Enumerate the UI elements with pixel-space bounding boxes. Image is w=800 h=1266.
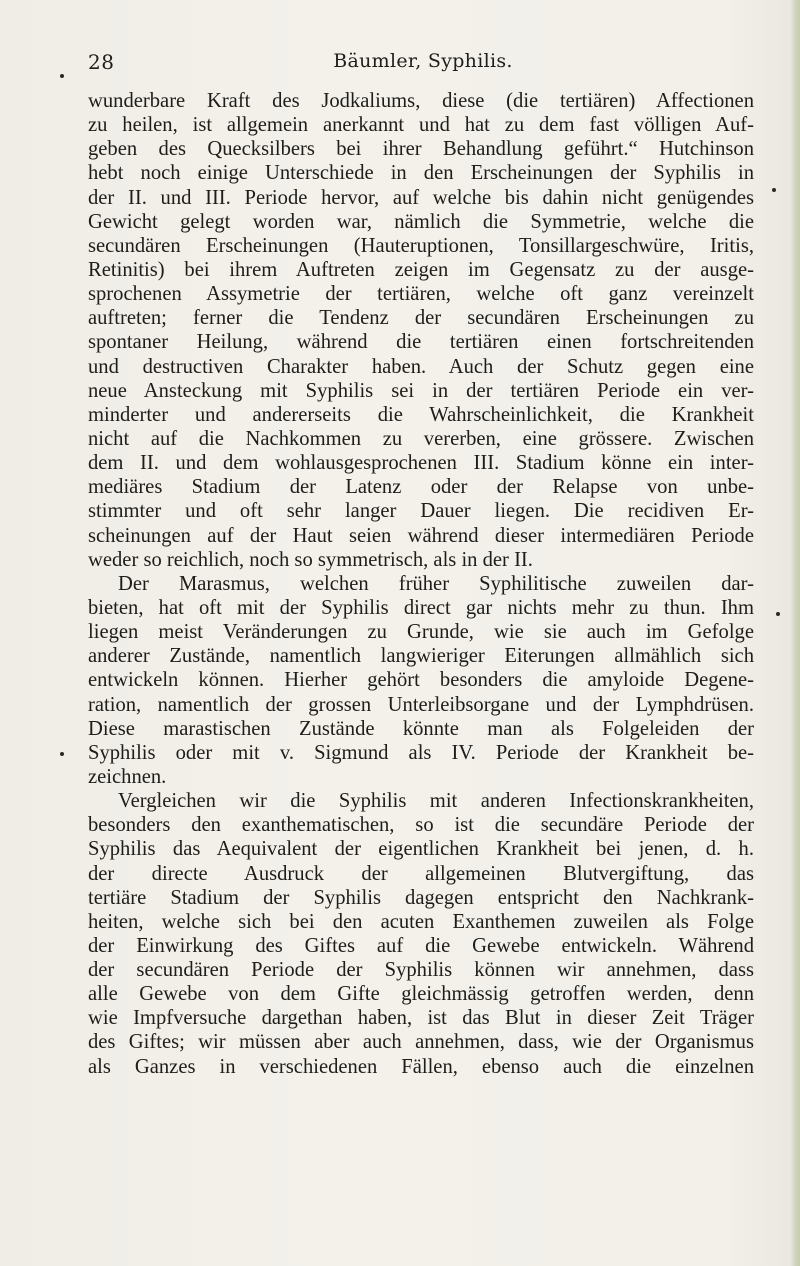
text-line: Gewicht gelegt worden war, nämlich die Symmetrie, welche die xyxy=(88,210,754,233)
text-line: hebt noch einige Unterschiede in den Erscheinungen der Syphilis in xyxy=(88,162,754,185)
text-line: liegen meist Veränderungen zu Grunde, wie sie auch im Gefolge xyxy=(88,621,754,644)
text-line: stimmter und oft sehr langer Dauer liegen. Die recidiven Er- xyxy=(88,500,754,523)
text-line: alle Gewebe von dem Gifte gleichmässig getroffen werden, denn xyxy=(88,983,754,1006)
margin-dot xyxy=(776,612,780,616)
text-line: tertiäre Stadium der Syphilis dagegen entspricht den Nachkrank- xyxy=(88,886,754,909)
text-line: bieten, hat oft mit der Syphilis direct gar nichts mehr zu thun. Ihm xyxy=(88,596,754,619)
margin-dot xyxy=(772,188,776,192)
text-line: sprochenen Assymetrie der tertiären, welche oft ganz vereinzelt xyxy=(88,283,754,306)
text-line: ration, namentlich der grossen Unterleibsorgane und der Lymphdrüsen. xyxy=(88,693,754,716)
text-line: weder so reichlich, noch so symmetrisch, als in der II. xyxy=(88,548,533,571)
text-line: neue Ansteckung mit Syphilis sei in der tertiären Periode ein ver- xyxy=(88,379,754,402)
text-line: scheinungen auf der Haut seien während dieser intermediären Periode xyxy=(88,524,754,547)
text-line: anderer Zustände, namentlich langwieriger Eiterungen allmählich sich xyxy=(88,645,754,668)
text-line: wunderbare Kraft des Jodkaliums, diese (die tertiären) Affectionen xyxy=(88,90,754,112)
body-text xyxy=(88,89,754,1079)
text-line: secundären Erscheinungen (Hauteruptionen, Tonsillargeschwüre, Iritis, xyxy=(88,234,754,257)
text-line: der secundären Periode der Syphilis können wir annehmen, dass xyxy=(88,959,754,982)
text-line: der II. und III. Periode hervor, auf welche bis dahin nicht genügendes xyxy=(88,186,754,209)
text-line: geben des Quecksilbers bei ihrer Behandlung geführt.“ Hutchinson xyxy=(88,138,754,161)
text-line: der Einwirkung des Giftes auf die Gewebe entwickeln. Während xyxy=(88,934,754,957)
text-line: Der Marasmus, welchen früher Syphilitische zuweilen dar- xyxy=(118,572,754,595)
page-number: 28 xyxy=(88,50,115,74)
text-line: zu heilen, ist allgemein anerkannt und hat zu dem fast völligen Auf- xyxy=(88,114,754,137)
text-line: Diese marastischen Zustände könnte man als Folgeleiden der xyxy=(88,717,754,740)
running-head: Bäumler, Syphilis. xyxy=(333,50,513,72)
margin-dot xyxy=(60,74,64,78)
text-line: mediäres Stadium der Latenz oder der Relapse von unbe- xyxy=(88,476,754,499)
text-line: zeichnen. xyxy=(88,765,167,788)
text-line: entwickeln können. Hierher gehört besonders die amyloide Degene- xyxy=(88,669,754,692)
text-line: minderter und andererseits die Wahrscheinlichkeit, die Krankheit xyxy=(88,403,754,426)
text-line: dem II. und dem wohlausgesprochenen III. Stadium könne ein inter- xyxy=(88,452,754,475)
text-line: des Giftes; wir müssen aber auch annehmen, dass, wie der Organismus xyxy=(88,1031,754,1054)
text-line: nicht auf die Nachkommen zu vererben, eine grössere. Zwischen xyxy=(88,427,754,450)
text-line: auftreten; ferner die Tendenz der secundären Erscheinungen zu xyxy=(88,307,754,330)
page-edge xyxy=(790,0,800,1266)
text-line: Syphilis oder mit v. Sigmund als IV. Periode der Krankheit be- xyxy=(88,741,754,764)
margin-dot xyxy=(60,752,64,756)
text-line: und destructiven Charakter haben. Auch der Schutz gegen eine xyxy=(88,355,754,378)
text-line: Retinitis) bei ihrem Auftreten zeigen im Gegensatz zu der ausge- xyxy=(88,258,754,281)
text-line: heiten, welche sich bei den acuten Exanthemen zuweilen als Folge xyxy=(88,910,754,933)
text-line: Syphilis das Aequivalent der eigentlichen Krankheit bei jenen, d. h. xyxy=(88,838,754,861)
text-line: besonders den exanthematischen, so ist die secundäre Periode der xyxy=(88,814,754,837)
text-line: spontaner Heilung, während die tertiären einen fortschreitenden xyxy=(88,331,754,354)
text-line: wie Impfversuche dargethan haben, ist das Blut in dieser Zeit Träger xyxy=(88,1007,754,1030)
text-line: der directe Ausdruck der allgemeinen Blutvergiftung, das xyxy=(88,862,754,885)
text-line: als Ganzes in verschiedenen Fällen, ebenso auch die einzelnen xyxy=(88,1055,754,1078)
page-header xyxy=(88,50,758,76)
text-line: Vergleichen wir die Syphilis mit anderen Infectionskrankheiten, xyxy=(118,790,754,813)
